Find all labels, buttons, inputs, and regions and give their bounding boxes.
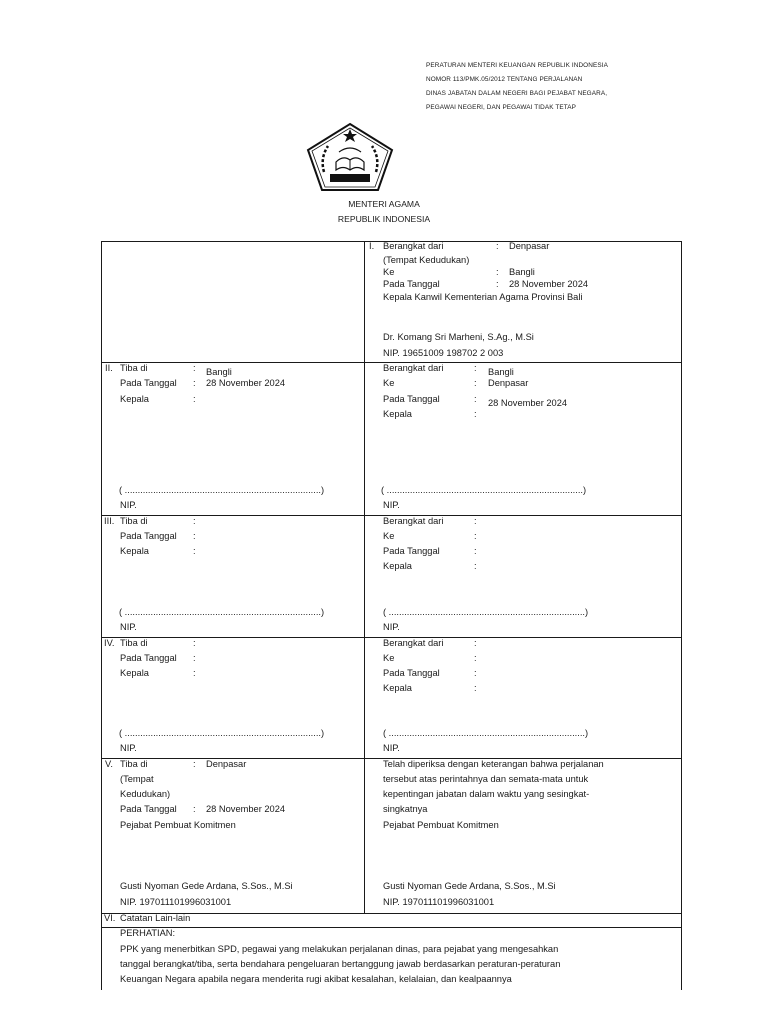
value-pada-tanggal: 28 November 2024 bbox=[206, 378, 286, 388]
label-kepala: Kepala bbox=[120, 394, 149, 404]
nip-label: NIP. bbox=[120, 500, 137, 510]
official-name: Dr. Komang Sri Marheni, S.Ag., M.Si bbox=[383, 332, 534, 342]
colon: : bbox=[496, 279, 499, 289]
row-divider bbox=[101, 927, 682, 928]
colon: : bbox=[193, 638, 196, 648]
role-title: Pejabat Pembuat Komitmen bbox=[383, 820, 499, 830]
official-nip: NIP. 197011101996031001 bbox=[383, 897, 495, 907]
label-tiba-di: Tiba di bbox=[120, 638, 148, 648]
table-divider-middle bbox=[364, 241, 365, 914]
colon: : bbox=[474, 378, 477, 388]
nip-label: NIP. bbox=[383, 622, 400, 632]
colon: : bbox=[193, 516, 196, 526]
attention-title: PERHATIAN: bbox=[120, 928, 176, 938]
header-title: MENTERI AGAMA bbox=[348, 199, 420, 209]
kementerian-agama-emblem-icon bbox=[306, 122, 394, 192]
regulation-line: PEGAWAI NEGERI, DAN PEGAWAI TIDAK TETAP bbox=[426, 104, 576, 111]
nip-label: NIP. bbox=[383, 743, 400, 753]
colon: : bbox=[474, 531, 477, 541]
label-pada-tanggal: Pada Tanggal bbox=[383, 279, 440, 289]
colon: : bbox=[193, 804, 196, 814]
statement-line: tersebut atas perintahnya dan semata-mata untuk bbox=[383, 774, 589, 784]
signature-line: ( ............................................................................) bbox=[383, 728, 589, 738]
role-title: Pejabat Pembuat Komitmen bbox=[120, 820, 236, 830]
colon: : bbox=[496, 241, 499, 251]
colon: : bbox=[193, 363, 196, 373]
colon: : bbox=[496, 267, 499, 277]
notes-title: Catatan Lain-lain bbox=[120, 913, 191, 923]
signature-line: ( ............................................................................) bbox=[119, 728, 325, 738]
label-berangkat-dari: Berangkat dari bbox=[383, 241, 444, 251]
label-tiba-di: Tiba di bbox=[120, 759, 148, 769]
colon: : bbox=[474, 394, 477, 404]
label-kepala: Kepala bbox=[120, 546, 149, 556]
label-pada-tanggal: Pada Tanggal bbox=[383, 394, 440, 404]
signature-line: ( ............................................................................) bbox=[119, 607, 325, 617]
label-pada-tanggal: Pada Tanggal bbox=[120, 378, 177, 388]
label-pada-tanggal: Pada Tanggal bbox=[120, 804, 177, 814]
label-tiba-di: Tiba di bbox=[120, 363, 148, 373]
label-kepala: Kepala bbox=[120, 668, 149, 678]
label-kepala: Kepala bbox=[383, 683, 412, 693]
official-nip: NIP. 197011101996031001 bbox=[120, 897, 232, 907]
regulation-line: PERATURAN MENTERI KEUANGAN REPUBLIK INDONESIA bbox=[426, 62, 608, 69]
colon: : bbox=[474, 653, 477, 663]
colon: : bbox=[474, 546, 477, 556]
label-ke: Ke bbox=[383, 267, 395, 277]
attention-line: PPK yang menerbitkan SPD, pegawai yang melakukan perjalanan dinas, para pejabat yang mengesahkan bbox=[120, 944, 559, 954]
colon: : bbox=[474, 668, 477, 678]
label-tempat-kedudukan: (Tempat Kedudukan) bbox=[383, 255, 470, 265]
label-berangkat-dari: Berangkat dari bbox=[383, 363, 444, 373]
table-border-right bbox=[681, 241, 682, 990]
label-pada-tanggal: Pada Tanggal bbox=[120, 653, 177, 663]
attention-line: Keuangan Negara apabila negara menderita rugi akibat kesalahan, kelalaian, dan kealpaannya bbox=[120, 974, 512, 984]
value-pada-tanggal: 28 November 2024 bbox=[488, 398, 568, 408]
label-tempat: (Tempat bbox=[120, 774, 154, 784]
label-kedudukan: Kedudukan) bbox=[120, 789, 171, 799]
colon: : bbox=[474, 516, 477, 526]
regulation-line: DINAS JABATAN DALAM NEGERI BAGI PEJABAT NEGARA, bbox=[426, 90, 608, 97]
colon: : bbox=[474, 638, 477, 648]
official-name: Gusti Nyoman Gede Ardana, S.Sos., M.Si bbox=[383, 881, 556, 891]
colon: : bbox=[474, 561, 477, 571]
label-kepala: Kepala bbox=[383, 561, 412, 571]
value-tiba-di: Denpasar bbox=[206, 759, 247, 769]
label-berangkat-dari: Berangkat dari bbox=[383, 516, 444, 526]
value-pada-tanggal: 28 November 2024 bbox=[509, 279, 589, 289]
label-pada-tanggal: Pada Tanggal bbox=[383, 546, 440, 556]
colon: : bbox=[193, 394, 196, 404]
nip-label: NIP. bbox=[120, 622, 137, 632]
colon: : bbox=[193, 378, 196, 388]
regulation-line: NOMOR 113/PMK.05/2012 TENTANG PERJALANAN bbox=[426, 76, 583, 83]
official-title: Kepala Kanwil Kementerian Agama Provinsi Bali bbox=[383, 292, 583, 302]
header-subtitle: REPUBLIK INDONESIA bbox=[337, 214, 431, 224]
emblem-motto bbox=[324, 53, 325, 54]
value-pada-tanggal: 28 November 2024 bbox=[206, 804, 286, 814]
value-ke: Bangli bbox=[509, 267, 535, 277]
label-pada-tanggal: Pada Tanggal bbox=[383, 668, 440, 678]
signature-line: ( ............................................................................) bbox=[381, 485, 587, 495]
attention-line: tanggal berangkat/tiba, serta bendahara pengeluaran bertanggung jawab berdasarkan peraturan-peraturan bbox=[120, 959, 561, 969]
section-number: II. bbox=[105, 363, 113, 373]
signature-line: ( ............................................................................) bbox=[119, 485, 325, 495]
label-tiba-di: Tiba di bbox=[120, 516, 148, 526]
colon: : bbox=[193, 546, 196, 556]
value-berangkat-dari: Bangli bbox=[488, 367, 514, 377]
colon: : bbox=[193, 668, 196, 678]
value-ke: Denpasar bbox=[488, 378, 529, 388]
statement-line: Telah diperiksa dengan keterangan bahwa perjalanan bbox=[383, 759, 604, 769]
label-ke: Ke bbox=[383, 531, 395, 541]
section-number: IV. bbox=[104, 638, 115, 648]
table-border-left bbox=[101, 241, 102, 990]
colon: : bbox=[474, 409, 477, 419]
colon: : bbox=[193, 653, 196, 663]
label-pada-tanggal: Pada Tanggal bbox=[120, 531, 177, 541]
value-tiba-di: Bangli bbox=[206, 367, 232, 377]
label-berangkat-dari: Berangkat dari bbox=[383, 638, 444, 648]
label-kepala: Kepala bbox=[383, 409, 412, 419]
statement-line: singkatnya bbox=[383, 804, 428, 814]
colon: : bbox=[474, 363, 477, 373]
signature-line: ( ............................................................................) bbox=[383, 607, 589, 617]
nip-label: NIP. bbox=[383, 500, 400, 510]
value-berangkat-dari: Denpasar bbox=[509, 241, 550, 251]
section-number: V. bbox=[105, 759, 113, 769]
official-name: Gusti Nyoman Gede Ardana, S.Sos., M.Si bbox=[120, 881, 293, 891]
section-number: I. bbox=[369, 241, 375, 251]
statement-line: kepentingan jabatan dalam waktu yang sesingkat- bbox=[383, 789, 590, 799]
section-number: III. bbox=[104, 516, 115, 526]
label-ke: Ke bbox=[383, 653, 395, 663]
nip-label: NIP. bbox=[120, 743, 137, 753]
official-nip: NIP. 19651009 198702 2 003 bbox=[383, 348, 504, 358]
label-ke: Ke bbox=[383, 378, 395, 388]
colon: : bbox=[193, 531, 196, 541]
colon: : bbox=[474, 683, 477, 693]
section-number: VI. bbox=[104, 913, 116, 923]
colon: : bbox=[193, 759, 196, 769]
